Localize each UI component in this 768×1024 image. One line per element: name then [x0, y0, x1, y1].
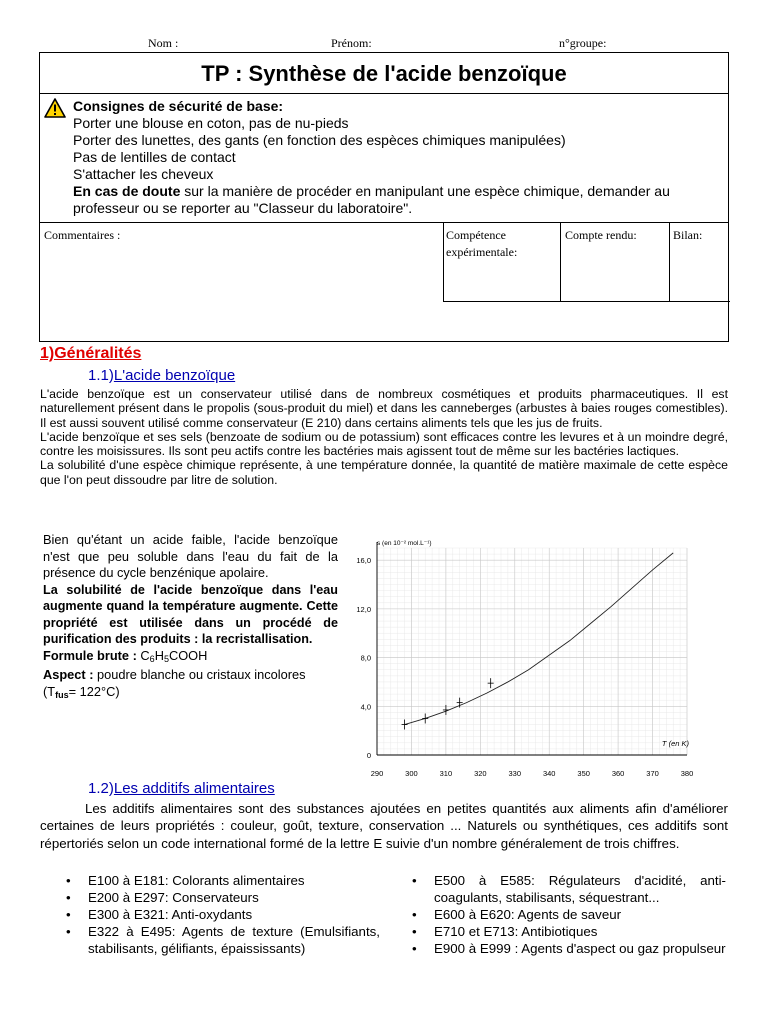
x-tick-label: 340	[542, 769, 556, 778]
bilan-label: Bilan:	[673, 228, 703, 242]
safety-line: Porter des lunettes, des gants (en fonction des espèces chimiques manipulées)	[73, 132, 566, 148]
x-tick-label: 360	[611, 769, 625, 778]
warning-icon	[44, 98, 66, 118]
safety-line: S'attacher les cheveux	[73, 166, 214, 182]
list-item: • E500 à E585: Régulateurs d'acidité, anti-coagulants, stabilisants, séquestrant...	[408, 872, 726, 906]
x-tick-label: 330	[508, 769, 522, 778]
paragraph: La solubilité d'une espèce chimique représente, à une température donnée, la quantité de matière maximale de cette espèce que l'on peut dissoudre par litre de solution.	[40, 458, 728, 487]
doubt-rest: sur la manière de procéder en manipulant une espèce chimique, demander au professeur ou se reporter au "Classeur du laboratoire".	[73, 183, 670, 216]
safety-doubt	[73, 183, 721, 217]
intro-paragraphs	[40, 387, 728, 487]
paragraph: L'acide benzoïque et ses sels (benzoate de sodium ou de potassium) sont efficaces contre les levures et à un moindre degré, contre les moisissures. Ils sont peu actifs contre les bactéries mais agissent tout de même sur les bactéries lactiques.	[40, 429, 728, 459]
list-item: • E300 à E321: Anti-oxydants	[62, 906, 380, 923]
x-tick-label: 320	[474, 769, 487, 778]
aspect-line: Aspect : poudre blanche ou cristaux incolores $(T_{fus}= 122^\circ C)$	[43, 667, 306, 700]
y-tick-label: 0	[366, 751, 371, 760]
safety-box	[39, 93, 729, 223]
page-title: TP : Synthèse de l'acide benzoïque	[201, 60, 567, 86]
title-box	[39, 52, 729, 94]
commentaires-label: Commentaires :	[44, 228, 121, 242]
y-tick-label: 12,0	[356, 604, 371, 614]
y-tick-label: 16,0	[356, 556, 371, 566]
paragraph: L'acide benzoïque est un conservateur utilisé dans de nombreux cosmétiques et produits pharmaceutiques. Il est naturellement présent dans le propolis (sous-produit du miel) et dans les canneberges (arbustes à baies rouges comestibles). Il est aussi souvent utilisé comme conservateur (E 210) dans certains aliments tels que les jus de fruits.	[40, 387, 728, 430]
x-tick-label: 300	[405, 769, 418, 778]
side-text	[43, 532, 338, 703]
list-item: • E900 à E999 : Agents d'aspect ou gaz propulseur	[408, 940, 726, 957]
safety-line: Porter une blouse en coton, pas de nu-pieds	[73, 115, 349, 131]
safety-heading: Consignes de sécurité de base:	[73, 98, 284, 114]
prenom-label: Prénom:	[331, 36, 372, 50]
list-item: • E200 à E297: Conservateurs	[62, 889, 380, 906]
x-tick-label: 310	[439, 769, 453, 778]
safety-text	[73, 98, 721, 217]
x-tick-label: 290	[370, 769, 384, 778]
solubility-bold: La solubilité de l'acide benzoïque dans l'eau augmente quand la température augmente. Cette propriété est utilisée dans un procédé de purification des produits : la recristallisation.	[43, 582, 338, 646]
bullet-list-left	[62, 872, 380, 957]
section-title: 1)Généralités	[40, 345, 142, 362]
list-item: • E100 à E181: Colorants alimentaires	[62, 872, 380, 889]
grading-box	[39, 222, 729, 342]
bullet-list-right	[408, 872, 726, 957]
doubt-bold: En cas de doute	[73, 183, 181, 199]
compte-rendu-label: Compte rendu:	[565, 228, 637, 242]
solubility-chart	[345, 533, 695, 783]
formula-line: Formule brute : $C_6H_5COOH$	[43, 647, 208, 664]
x-tick-label: 350	[577, 769, 590, 778]
safety-line: Pas de lentilles de contact	[73, 149, 236, 165]
list-item: • E322 à E495: Agents de texture (Emulsifiants, stabilisants, gélifiants, épaississants)	[62, 923, 380, 957]
x-tick-label: 380	[680, 769, 694, 778]
y-tick-label: 4,0	[360, 702, 371, 712]
list-item: • E710 et E713: Antibiotiques	[408, 923, 726, 940]
subsection-title-2: 1.2)Les additifs alimentaires	[88, 780, 275, 797]
subsection-title-1: 1.1)L'acide benzoïque	[88, 367, 236, 384]
y-axis-label: s (en 10⁻² mol.L⁻¹)	[377, 540, 432, 547]
list-item: • E600 à E620: Agents de saveur	[408, 906, 726, 923]
nom-label: Nom :	[148, 36, 179, 50]
x-tick-label: 370	[646, 769, 659, 778]
additives-paragraph: Les additifs alimentaires sont des substances ajoutées en petites quantités aux aliments afin d'améliorer certaines de leurs propriétés : couleur, goût, texture, conservation ... Naturels ou synthétiques, ces additifs sont répertoriés selon un code international formé de la lettre E suivie d'un nombre généralement de trois chiffres.	[40, 801, 728, 851]
y-tick-label: 8,0	[360, 653, 371, 663]
x-axis-label: T (en K)	[661, 739, 689, 748]
paragraph: Bien qu'étant un acide faible, l'acide benzoïque n'est que peu soluble dans l'eau du fait de la présence du cycle benzénique apolaire.	[43, 532, 338, 580]
competence-label: Compétence expérimentale:	[446, 228, 518, 259]
groupe-label: n°groupe:	[559, 36, 607, 50]
